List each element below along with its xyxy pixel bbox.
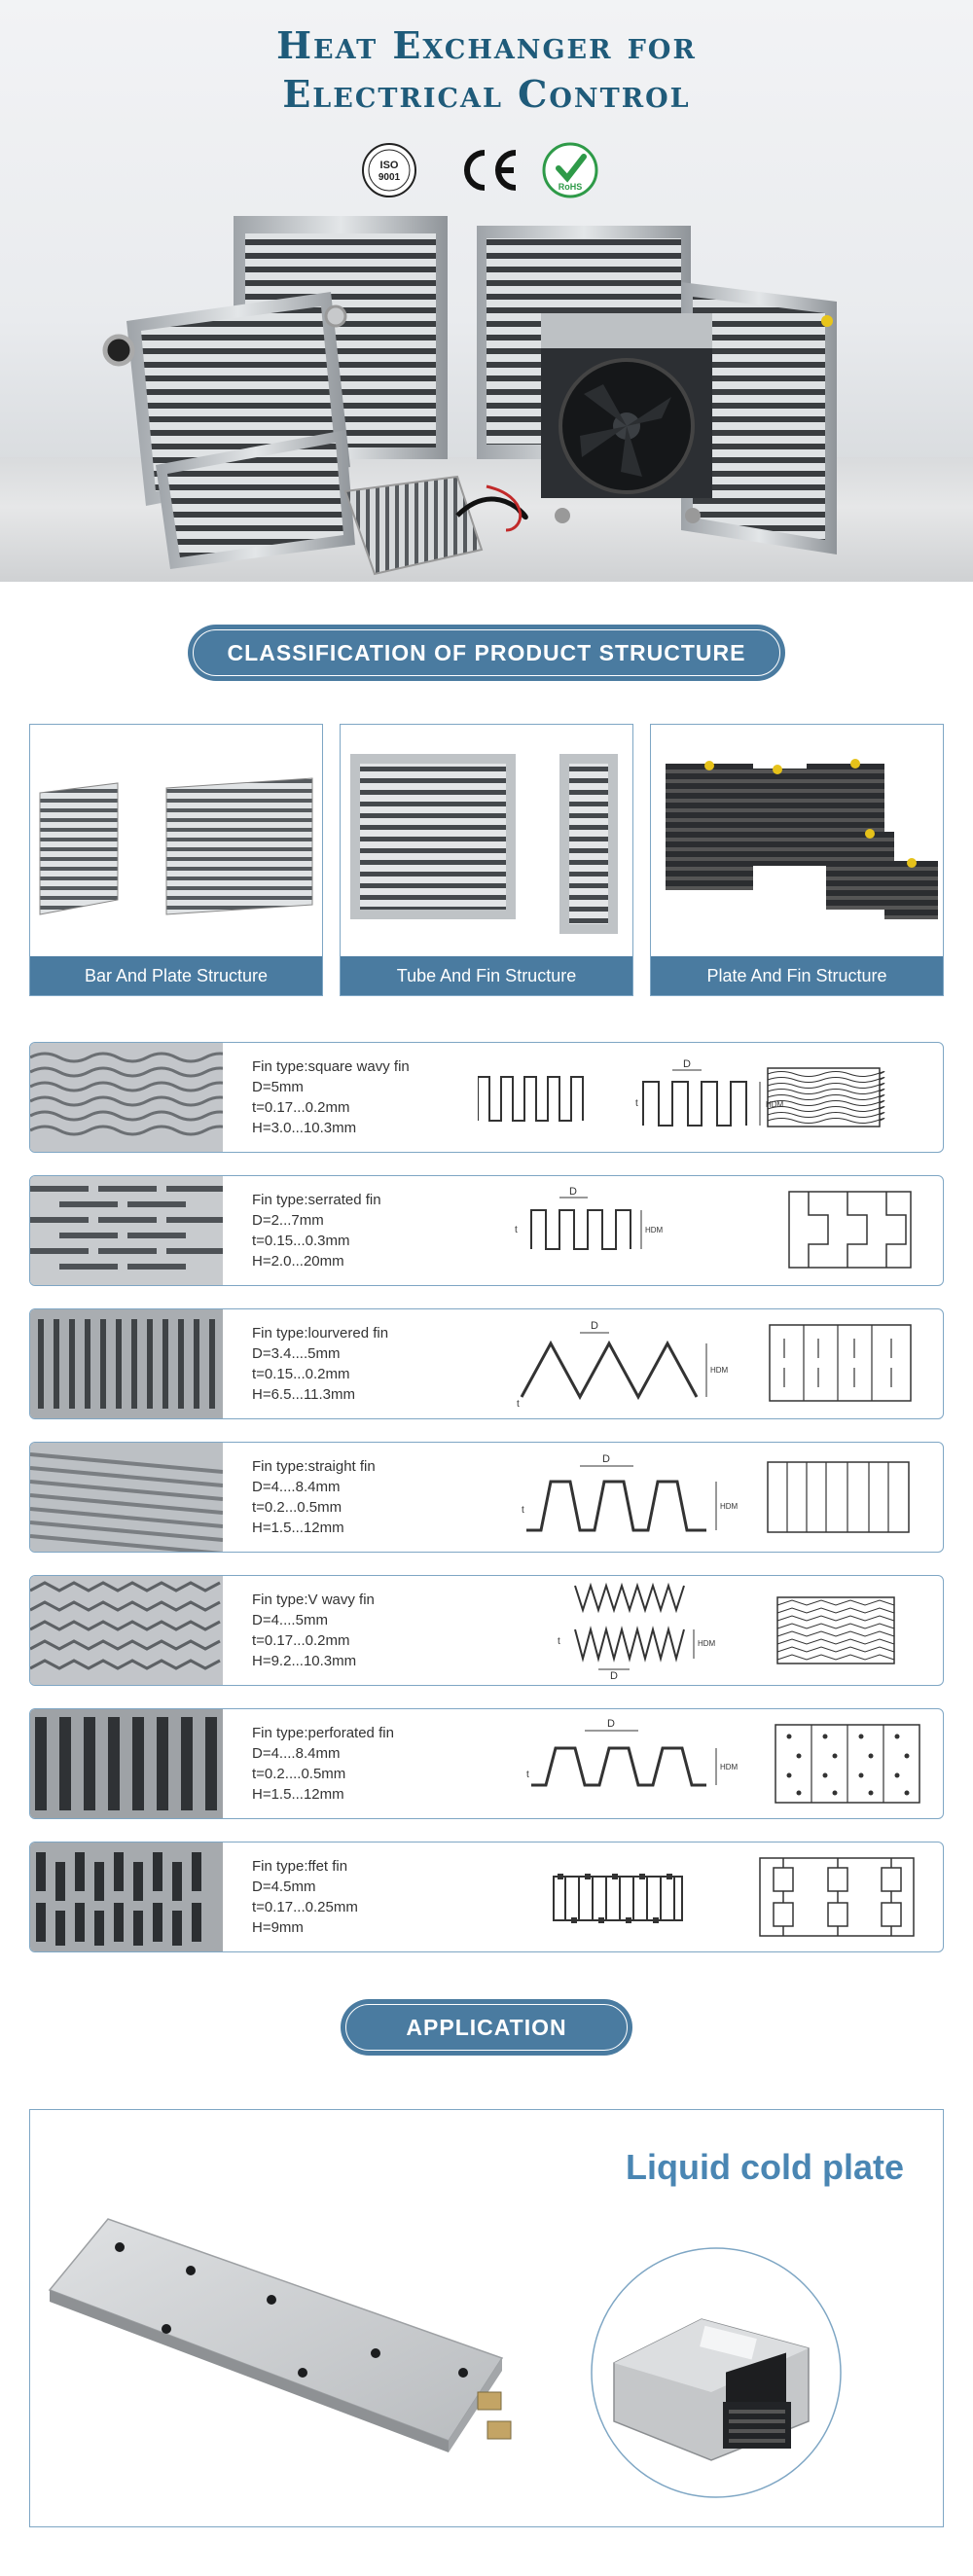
fin-h: H=6.5...11.3mm [252,1386,356,1403]
fin-t: t=0.15...0.3mm [252,1233,350,1249]
fin-type: Fin type:square wavy fin [252,1058,410,1075]
application-heading: APPLICATION [341,1999,632,2056]
straight-fin-topview [750,1443,925,1552]
svg-text:HDM: HDM [645,1226,664,1234]
fin-t: t=0.17...0.25mm [252,1899,358,1915]
fin-h: H=1.5...12mm [252,1786,344,1803]
fin-spec [252,1856,358,1938]
svg-text:HDM: HDM [720,1502,739,1511]
fin-t: t=0.2....0.5mm [252,1766,346,1782]
fin-type: Fin type:ffet fin [252,1858,348,1875]
plate-and-fin-image [651,725,943,956]
fin-h: H=2.0...20mm [252,1253,344,1270]
fin-t: t=0.15...0.2mm [252,1366,350,1382]
liquid-cold-plate-illustration [30,2110,943,2526]
fin-d: D=4.5mm [252,1878,316,1895]
serrated-fin-photo [30,1176,223,1285]
svg-text:D: D [591,1320,598,1332]
straight-fin-photo [30,1443,223,1552]
fin-d: D=4....8.4mm [252,1479,341,1495]
svg-text:ISO: ISO [379,160,399,171]
fin-row-v-wavy [29,1575,944,1686]
fin-row-serrated [29,1175,944,1286]
fin-d: D=2...7mm [252,1212,324,1229]
square-wavy-fin-topview [750,1043,925,1152]
louvered-fin-topview [750,1309,925,1418]
tube-and-fin-image [341,725,632,956]
svg-text:t: t [522,1505,524,1516]
fin-type: Fin type:serrated fin [252,1192,381,1208]
svg-text:t: t [635,1098,638,1109]
product-group-illustration [0,0,973,582]
fin-row-ffet [29,1842,944,1952]
fin-spec [252,1323,388,1405]
v-wavy-fin-topview [750,1576,925,1685]
fin-row-perforated [29,1708,944,1819]
svg-text:t: t [517,1399,520,1410]
svg-text:D: D [683,1058,691,1070]
fin-h: H=1.5...12mm [252,1520,344,1536]
fin-t: t=0.17...0.2mm [252,1099,350,1116]
fin-spec [252,1190,381,1271]
svg-text:D: D [569,1186,577,1198]
svg-text:HDM: HDM [720,1763,739,1771]
fin-type: Fin type:perforated fin [252,1725,394,1741]
svg-text:HDM: HDM [766,1100,784,1109]
structure-card-bar-and-plate [29,724,323,996]
svg-text:D: D [607,1718,615,1730]
structure-label: Tube And Fin Structure [341,956,632,995]
perforated-fin-photo [30,1709,223,1818]
fin-spec [252,1723,394,1805]
fin-type: Fin type:lourvered fin [252,1325,389,1342]
svg-text:t: t [515,1225,518,1235]
structure-card-plate-and-fin [650,724,944,996]
structure-label: Plate And Fin Structure [651,956,943,995]
fin-d: D=4....5mm [252,1612,328,1628]
fin-d: D=5mm [252,1079,304,1095]
fin-spec [252,1590,375,1671]
fin-t: t=0.17...0.2mm [252,1632,350,1649]
serrated-fin-topview [750,1176,925,1285]
structure-card-tube-and-fin [340,724,633,996]
application-panel [29,2109,944,2527]
svg-text:HDM: HDM [710,1366,729,1375]
fin-type: Fin type:V wavy fin [252,1592,375,1608]
svg-text:HDM: HDM [698,1639,716,1648]
bar-and-plate-image [30,725,322,956]
svg-text:D: D [610,1670,618,1682]
svg-text:9001: 9001 [378,172,401,183]
fin-h: H=3.0...10.3mm [252,1120,357,1136]
fin-d: D=3.4....5mm [252,1345,341,1362]
svg-text:t: t [526,1770,529,1780]
perforated-fin-topview [750,1709,925,1818]
classification-heading: CLASSIFICATION OF PRODUCT STRUCTURE [188,625,785,681]
fin-spec [252,1056,410,1138]
v-wavy-fin-photo [30,1576,223,1685]
louvered-fin-photo [30,1309,223,1418]
structure-label: Bar And Plate Structure [30,956,322,995]
svg-text:D: D [602,1453,610,1465]
fin-type: Fin type:straight fin [252,1458,376,1475]
title-line-2: Electrical Control [282,72,691,116]
fin-t: t=0.2...0.5mm [252,1499,342,1516]
title-line-1: Heat Exchanger for [276,23,697,67]
fin-row-straight [29,1442,944,1553]
fin-d: D=4....8.4mm [252,1745,341,1762]
svg-text:RoHS: RoHS [558,182,583,192]
square-wavy-fin-photo [30,1043,223,1152]
fin-h: H=9mm [252,1919,304,1936]
fin-row-square-wavy [29,1042,944,1153]
ffet-fin-photo [30,1843,223,1951]
fin-row-louvered [29,1308,944,1419]
ffet-fin-topview [750,1843,925,1951]
svg-text:t: t [558,1636,560,1647]
fin-h: H=9.2...10.3mm [252,1653,357,1669]
fin-spec [252,1456,376,1538]
application-title: Liquid cold plate [626,2147,904,2187]
hero-banner [0,0,973,582]
